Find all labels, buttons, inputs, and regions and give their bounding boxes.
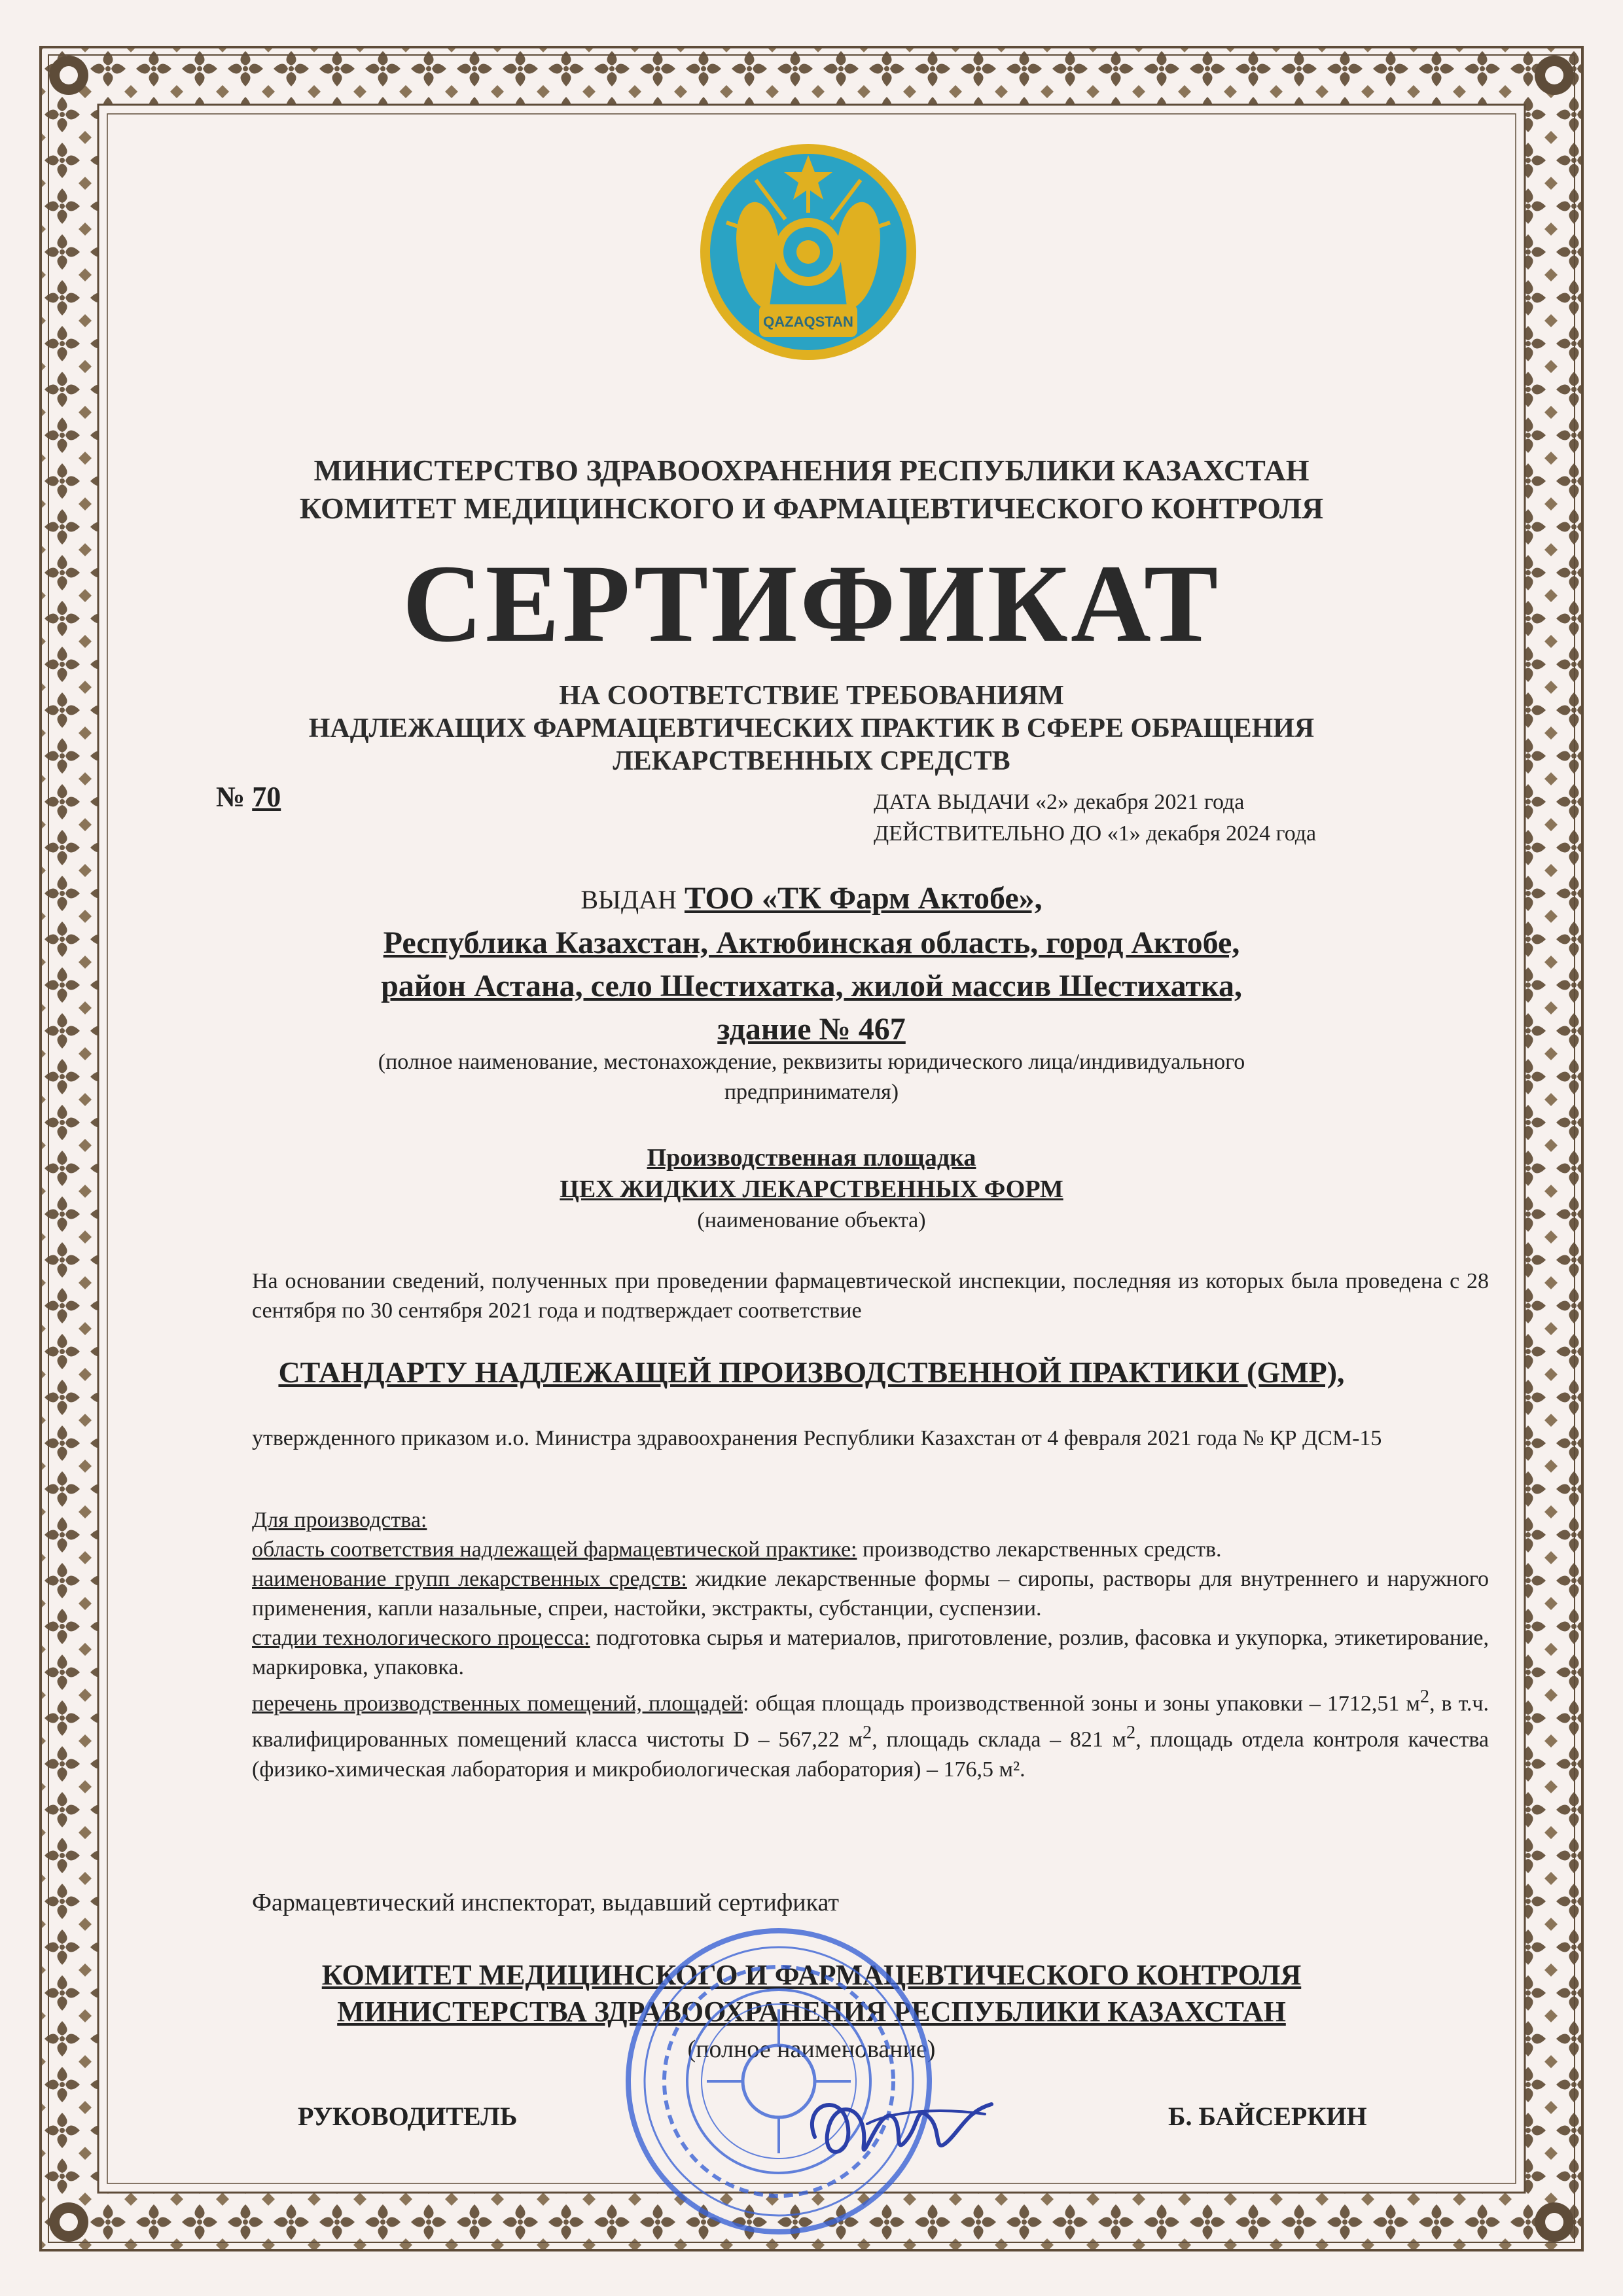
inspectorate-label: Фармацевтический инспекторат, выдавший сертификат [252,1889,839,1916]
inspectorate-note: (полное наименование) [687,2036,936,2063]
scope-premises-label: перечень производственных помещений, площадей [252,1691,743,1716]
gmp-standard: СТАНДАРТУ НАДЛЕЖАЩЕЙ ПРОИЗВОДСТВЕННОЙ ПРАКТИКИ (GMP), [278,1355,1345,1389]
document-title: СЕРТИФИКАТ [402,542,1221,665]
production-site [137,1142,1486,1205]
holder-note [137,1047,1486,1107]
inspectorate-name-2: МИНИСТЕРСТВА ЗДРАВООХРАНЕНИЯ РЕСПУБЛИКИ КАЗАХСТАН [337,1996,1286,2028]
scope-groups-value: жидкие лекарственные формы – сиропы, растворы для внутреннего и наружного применения, капли назальные, спреи, настойки, экстракты, субстанции, суспензии. [252,1567,1489,1621]
sup-1: 2 [1419,1687,1430,1707]
scope-premises-value-4: , площадь отдела контроля качества (физико-химическая лаборатория и микробиологическая лаборатория) – 176,5 м². [252,1727,1489,1782]
scope-groups-label: наименование групп лекарственных средств: [252,1567,687,1591]
site-note: (наименование объекта) [697,1208,926,1232]
number-value: 70 [252,781,281,813]
subtitle-line-2: НАДЛЕЖАЩИХ ФАРМАЦЕВТИЧЕСКИХ ПРАКТИК В СФЕРЕ ОБРАЩЕНИЯ [308,713,1315,744]
scope-premises-value-2: , в т.ч. квалифицированных помещений класса чистоты D – 567,22 м [252,1691,1489,1752]
scope-premises [252,1682,1489,1784]
issuer-header [137,452,1486,528]
subtitle-line-3: ЛЕКАРСТВЕННЫХ СРЕДСТВ [613,746,1010,776]
holder-note-line-2: предпринимателя) [724,1080,899,1104]
scope-stages-value: подготовка сырья и материалов, приготовление, розлив, фасовка и укупорка, этикетирование, маркировка, упаковка. [252,1626,1489,1679]
issued-label: ВЫДАН [580,885,677,914]
site-label: Производственная площадка [647,1144,976,1172]
holder-note-line-1: (полное наименование, местонахождение, реквизиты юридического лица/индивидуального [378,1050,1245,1074]
certificate-dates [874,787,1316,850]
scope-area-label: область соответствия надлежащей фармацевтической практике: [252,1537,857,1562]
scope-block [252,1505,1489,1784]
committee-name: КОМИТЕТ МЕДИЦИНСКОГО И ФАРМАЦЕВТИЧЕСКОГО КОНТРОЛЯ [299,492,1324,525]
number-prefix: № [216,781,245,813]
sup-2: 2 [863,1723,872,1744]
inspectorate-name-1: КОМИТЕТ МЕДИЦИНСКОГО И ФАРМАЦЕВТИЧЕСКОГО КОНТРОЛЯ [321,1959,1302,1991]
scope-premises-value-3: , площадь склада – 821 м [872,1727,1127,1752]
signatory-position: РУКОВОДИТЕЛЬ [298,2102,518,2131]
scope-area [252,1535,1489,1564]
scope-premises-value-1: : общая площадь производственной зоны и зоны упаковки – 1712,51 м [743,1691,1420,1716]
scope-groups [252,1564,1489,1623]
subtitle-line-1: НА СООТВЕТСТВИЕ ТРЕБОВАНИЯМ [559,681,1064,711]
document-subtitle [137,679,1486,778]
holder-block [137,877,1486,1051]
scope-stages-label: стадии технологического процесса: [252,1626,590,1650]
approval-order: утвержденного приказом и.о. Министра здравоохранения Республики Казахстан от 4 февраля 2021 года № ҚР ДСМ-15 [252,1426,1382,1450]
scope-heading: Для производства: [252,1508,427,1532]
site-name: ЦЕХ ЖИДКИХ ЛЕКАРСТВЕННЫХ ФОРМ [560,1175,1063,1203]
scope-stages [252,1623,1489,1682]
handwritten-signature [795,2078,1005,2183]
basis-text: На основании сведений, полученных при проведении фармацевтической инспекции, последняя из которых была проведена с 28 сентября по 30 сентября 2021 года и подтверждает соответствие [252,1269,1489,1323]
valid-until: ДЕЙСТВИТЕЛЬНО ДО «1» декабря 2024 года [874,821,1317,846]
sup-3: 2 [1126,1723,1136,1744]
holder-address-3: здание № 467 [717,1012,906,1047]
holder-address-2: район Астана, село Шестихатка, жилой массив Шестихатка, [381,969,1242,1003]
issue-date: ДАТА ВЫДАЧИ «2» декабря 2021 года [874,790,1245,814]
holder-name: ТОО «ТК Фарм Актобе», [684,881,1043,916]
scope-area-value: производство лекарственных средств. [857,1537,1222,1562]
holder-address-1: Республика Казахстан, Актюбинская область, город Актобе, [383,925,1240,960]
certificate-number [216,780,281,814]
ministry-name: МИНИСТЕРСТВО ЗДРАВООХРАНЕНИЯ РЕСПУБЛИКИ КАЗАХСТАН [313,454,1310,487]
signatory-name: Б. БАЙСЕРКИН [1168,2102,1367,2131]
emblem-text: QAZAQSTAN [763,314,853,330]
